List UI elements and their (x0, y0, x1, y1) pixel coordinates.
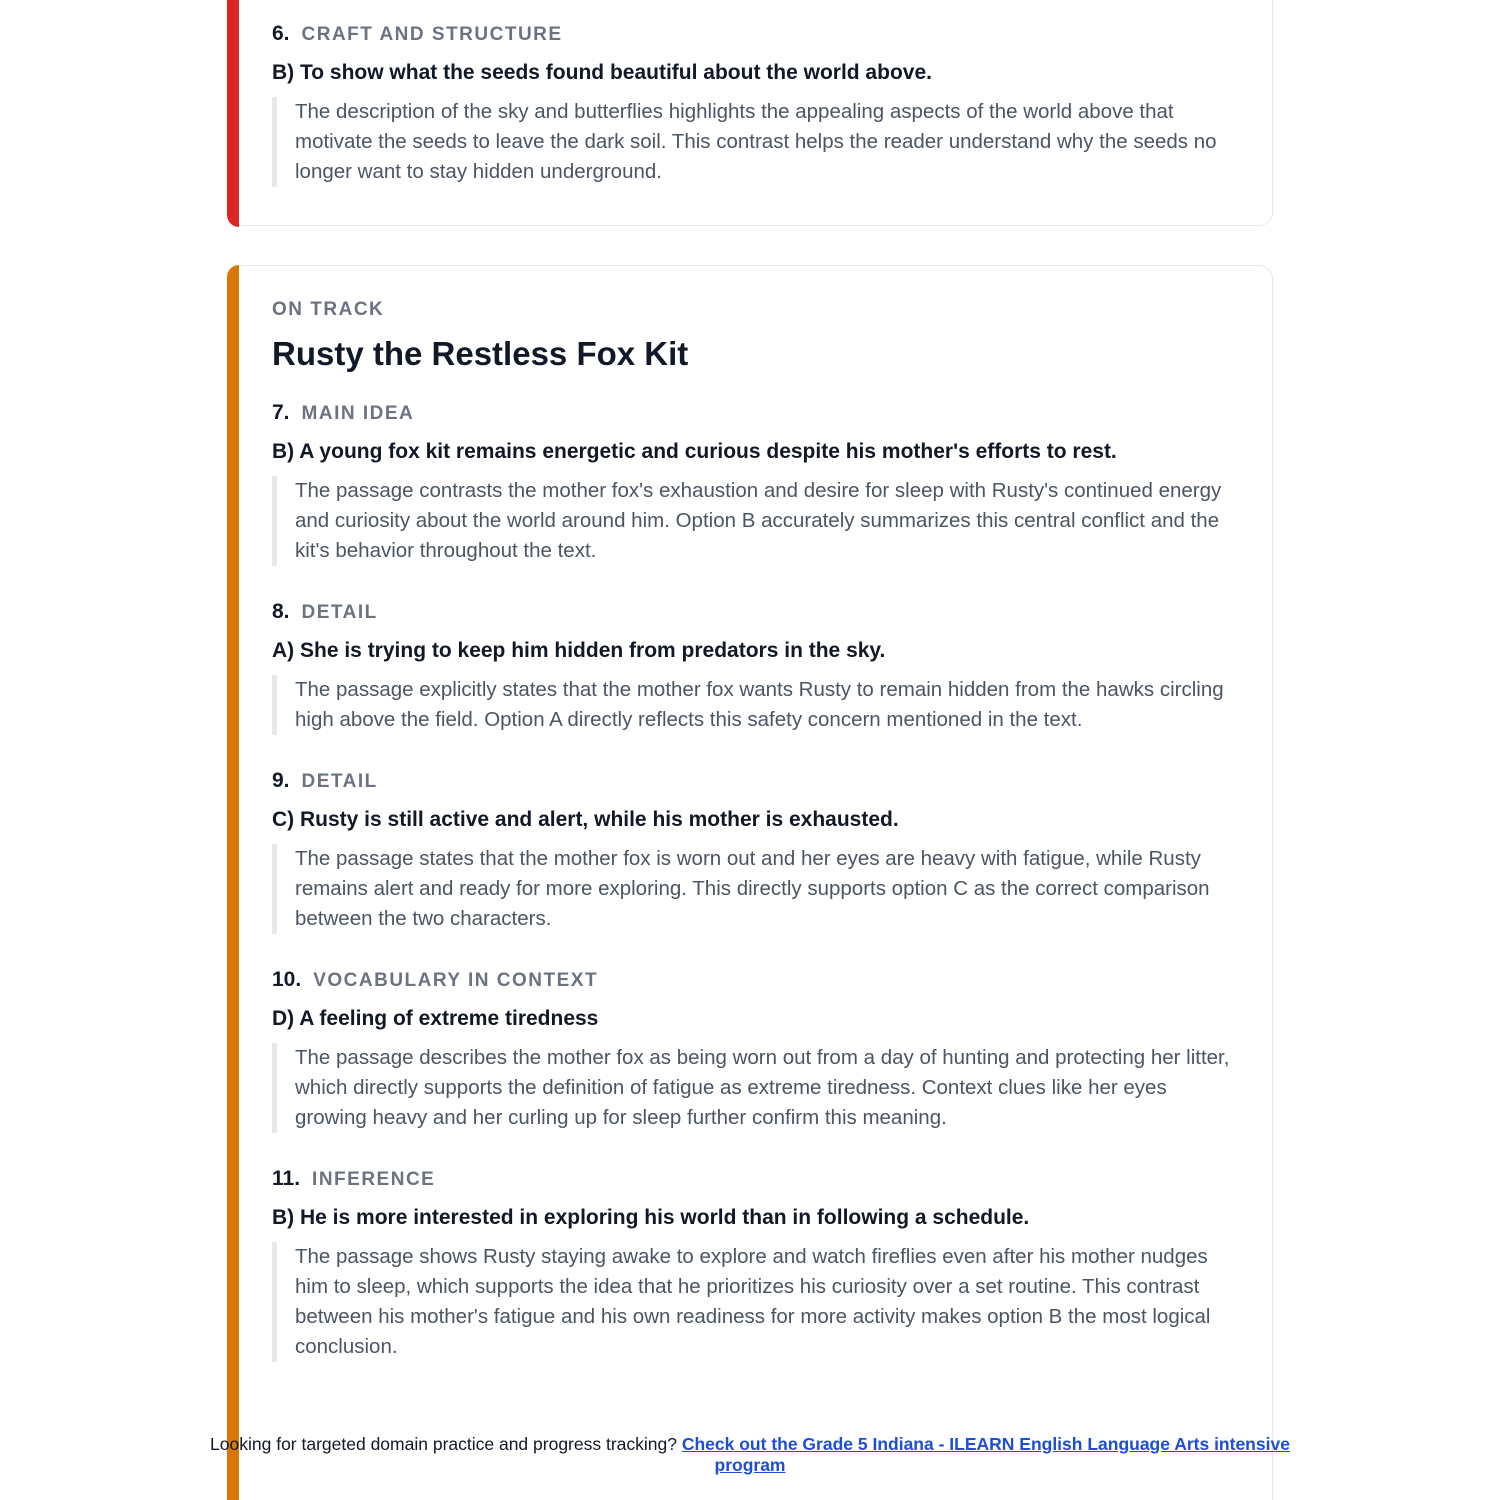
promo-footer (180, 1434, 1320, 1476)
question-header (272, 400, 1242, 427)
question-header (272, 21, 1242, 48)
answer-explanation: The passage contrasts the mother fox's exhaustion and desire for sleep with Rusty's continued energy and curiosity about the world around him. Option B accurately summarizes this central conflict and the kit's behavior throughout the text. (272, 476, 1242, 566)
question-number: 6. (272, 22, 290, 45)
question-category: INFERENCE (312, 1169, 436, 1190)
status-accent-bar (227, 265, 239, 1500)
program-link[interactable]: Check out the Grade 5 Indiana - ILEARN English Language Arts intensive program (681, 1434, 1290, 1475)
question-item (272, 967, 1242, 1133)
answer-explanation: The description of the sky and butterflies highlights the appealing aspects of the world above that motivate the seeds to leave the dark soil. This contrast helps the reader understand why the seeds no longer want to stay hidden underground. (272, 97, 1242, 187)
answer-explanation: The passage describes the mother fox as being worn out from a day of hunting and protecting her litter, which directly supports the definition of fatigue as extreme tiredness. Context clues like her eyes growing heavy and her curling up for sleep further confirm this meaning. (272, 1043, 1242, 1133)
question-header (272, 967, 1242, 994)
correct-answer: B) A young fox kit remains energetic and curious despite his mother's efforts to rest. (272, 440, 1117, 463)
answer-explanation: The passage explicitly states that the mother fox wants Rusty to remain hidden from the hawks circling high above the field. Option A directly reflects this safety concern mentioned in the text. (272, 675, 1242, 735)
question-item (272, 21, 1242, 187)
passage-title: Rusty the Restless Fox Kit (272, 335, 689, 372)
question-number: 8. (272, 600, 290, 623)
promo-text: Looking for targeted domain practice and progress tracking? (210, 1434, 677, 1454)
correct-answer: C) Rusty is still active and alert, while his mother is exhausted. (272, 808, 899, 831)
passage-card (227, 265, 1273, 1500)
question-item (272, 768, 1242, 934)
correct-answer: A) She is trying to keep him hidden from predators in the sky. (272, 639, 886, 662)
question-category: DETAIL (301, 602, 378, 623)
question-category: DETAIL (301, 771, 378, 792)
question-category: VOCABULARY IN CONTEXT (313, 970, 599, 991)
question-header (272, 599, 1242, 626)
question-number: 10. (272, 968, 302, 991)
passage-card (227, 0, 1273, 226)
question-item (272, 400, 1242, 566)
answer-explanation: The passage shows Rusty staying awake to explore and watch fireflies even after his mother nudges him to sleep, which supports the idea that he prioritizes his curiosity over a set routine. This contrast between his mother's fatigue and his own readiness for more activity makes option B the most logical conclusion. (272, 1242, 1242, 1362)
question-number: 7. (272, 401, 290, 424)
question-number: 11. (272, 1167, 301, 1190)
card-content (272, 21, 1242, 220)
answer-explanation: The passage states that the mother fox is worn out and her eyes are heavy with fatigue, while Rusty remains alert and ready for more exploring. This directly supports option C as the correct comparison between the two characters. (272, 844, 1242, 934)
card-content (272, 298, 1242, 1395)
correct-answer: D) A feeling of extreme tiredness (272, 1007, 599, 1030)
question-number: 9. (272, 769, 290, 792)
question-header (272, 1166, 1242, 1193)
question-item (272, 1166, 1242, 1362)
question-item (272, 599, 1242, 735)
status-label: ON TRACK (272, 299, 385, 320)
question-category: CRAFT AND STRUCTURE (301, 24, 563, 45)
question-category: MAIN IDEA (301, 403, 415, 424)
correct-answer: B) To show what the seeds found beautiful about the world above. (272, 61, 932, 84)
correct-answer: B) He is more interested in exploring his world than in following a schedule. (272, 1206, 1030, 1229)
question-header (272, 768, 1242, 795)
status-accent-bar (227, 0, 239, 227)
